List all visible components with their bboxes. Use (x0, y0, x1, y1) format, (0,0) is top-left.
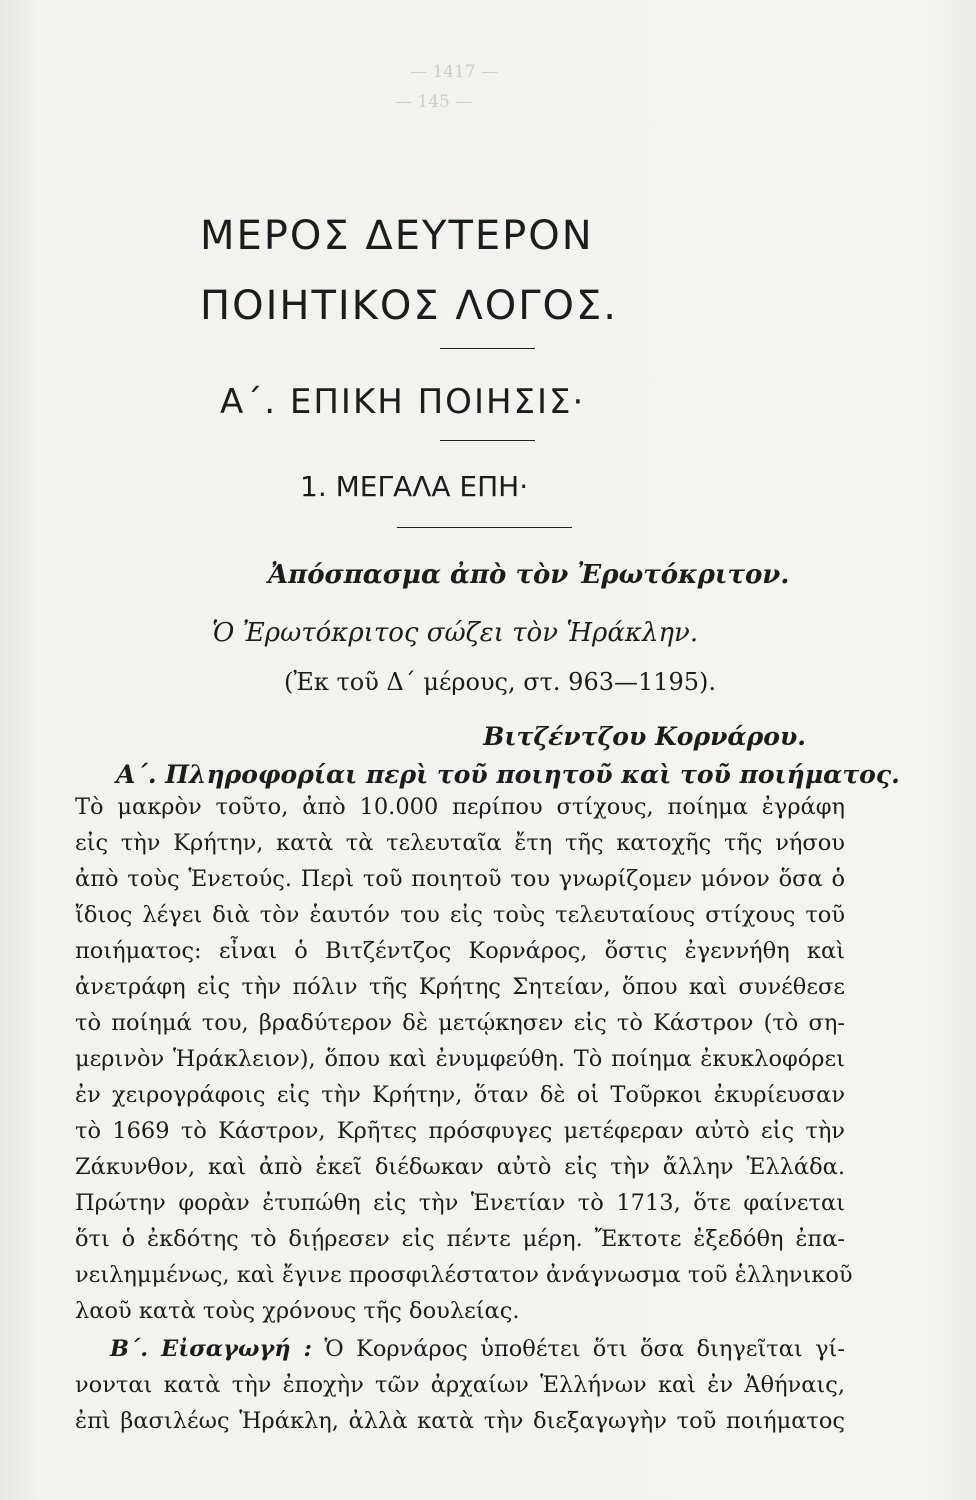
divider-rule (397, 527, 572, 528)
body-line: νειλημμένως, καὶ ἔγινε προσφιλέστατον ἀνάγνωσμα τοῦ ἑλληνικοῦ (75, 1262, 853, 1288)
bleed-through-page-number-2: — 145 — (395, 92, 473, 112)
divider-rule (440, 440, 535, 441)
body-line: ποιήματος: εἶναι ὁ Βιτζέντζος Κορνάρος, ὅστις ἐγεννήθη καὶ (75, 938, 845, 964)
excerpt-source: (Ἐκ τοῦ Δ΄ μέρους, στ. 963—1195). (284, 668, 717, 696)
body-line-text: Ὁ Κορνάρος ὑποθέτει ὅτι ὅσα διηγεῖται γί- (311, 1336, 845, 1362)
body-line: ἐπὶ βασιλέως Ἡράκλη, ἀλλὰ κατὰ τὴν διεξαγωγὴν τοῦ ποιήματος (75, 1408, 845, 1434)
section-b-first-line (110, 1334, 845, 1364)
body-line: λαοῦ κατὰ τοὺς χρόνους τῆς δουλείας. (75, 1298, 520, 1324)
body-line: Ζάκυνθον, καὶ ἀπὸ ἐκεῖ διέδωκαν αὐτὸ εἰς τὴν ἄλλην Ἑλλάδα. (75, 1154, 845, 1180)
excerpt-title: Ἀπόσπασμα ἀπὸ τὸν Ἐρωτόκριτον. (268, 560, 790, 590)
divider-rule (440, 348, 535, 349)
part-heading: ΜΕΡΟΣ ΔΕΥΤΕΡΟΝ (200, 213, 594, 259)
excerpt-subtitle: Ὁ Ἐρωτόκριτος σώζει τὸν Ἡράκλην. (212, 618, 699, 648)
body-line: τὸ ποίημά του, βραδύτερον δὲ μετῴκησεν εἰς τὸ Κάστρον (τὸ ση- (75, 1010, 845, 1036)
section-heading: Α΄. ΕΠΙΚΗ ΠΟΙΗΣΙΣ· (220, 382, 586, 422)
body-line: ἀπὸ τοὺς Ἑνετούς. Περὶ τοῦ ποιητοῦ του γνωρίζομεν μόνον ὅσα ὁ (75, 866, 845, 892)
section-b-heading: Β΄. Εἰσαγωγή : (110, 1336, 312, 1362)
body-line: ὅτι ὁ ἐκδότης τὸ διῄρεσεν εἰς πέντε μέρη. Ἔκτοτε ἐξεδόθη ἐπα- (75, 1226, 845, 1252)
body-line: τὸ 1669 τὸ Κάστρον, Κρῆτες πρόσφυγες μετέφεραν αὐτὸ εἰς τὴν (75, 1118, 845, 1144)
section-a-heading: Α΄. Πληροφορίαι περὶ τοῦ ποιητοῦ καὶ τοῦ ποιήματος. (116, 760, 900, 789)
body-line: ἴδιος λέγει διὰ τὸν ἑαυτόν του εἰς τοὺς τελευταίους στίχους τοῦ (75, 902, 845, 928)
subsection-heading: 1. ΜΕΓΑΛΑ ΕΠΗ· (300, 470, 529, 503)
body-line: εἰς τὴν Κρήτην, κατὰ τὰ τελευταῖα ἔτη τῆς κατοχῆς τῆς νήσου (75, 830, 845, 856)
body-line: νονται κατὰ τὴν ἐποχὴν τῶν ἀρχαίων Ἑλλήνων καὶ ἐν Ἀθήναις, (75, 1372, 845, 1398)
bleed-through-page-number: — 1417 — (410, 62, 499, 82)
body-line: μερινὸν Ἡράκλειον), ὅπου καὶ ἐνυμφεύθη. Τὸ ποίημα ἐκυκλοφόρει (75, 1046, 845, 1072)
body-line: ἀνετράφη εἰς τὴν πόλιν τῆς Κρήτης Σητείαν, ὅπου καὶ συνέθεσε (75, 974, 845, 1000)
body-line: ἐν χειρογράφοις εἰς τὴν Κρήτην, ὅταν δὲ οἱ Τοῦρκοι ἐκυρίευσαν (75, 1082, 845, 1108)
discourse-heading: ΠΟΙΗΤΙΚΟΣ ΛΟΓΟΣ. (200, 283, 618, 329)
body-line: Τὸ μακρὸν τοῦτο, ἀπὸ 10.000 περίπου στίχους, ποίημα ἐγράφη (75, 794, 845, 820)
excerpt-author: Βιτζέντζου Κορνάρου. (483, 722, 806, 751)
body-line: Πρώτην φορὰν ἐτυπώθη εἰς τὴν Ἑνετίαν τὸ 1713, ὅτε φαίνεται (75, 1190, 845, 1216)
